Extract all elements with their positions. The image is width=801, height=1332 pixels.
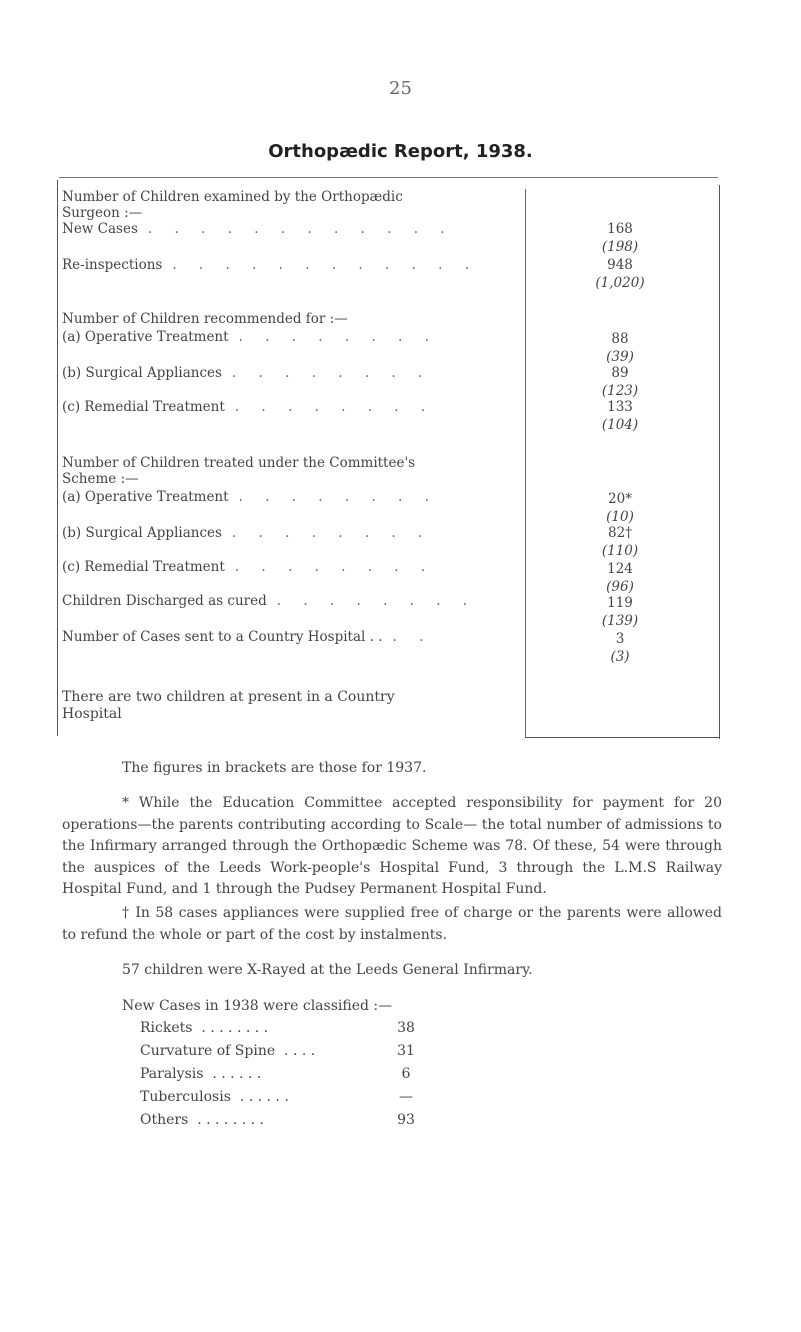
table-footnote-line: There are two children at present in a Country	[62, 689, 395, 705]
section-heading: Number of Children examined by the Orthopædic	[62, 189, 403, 205]
report-table	[57, 177, 720, 740]
classification-value: 31	[397, 1043, 415, 1059]
table-column-divider	[525, 189, 526, 738]
table-row-prev-value: (139)	[601, 613, 639, 629]
section-heading: Number of Children recommended for :—	[62, 311, 348, 327]
table-row-label: New Cases . . . . . . . . . . . .	[62, 221, 454, 237]
classification-item: Curvature of Spine . . . .	[140, 1043, 316, 1059]
table-row-label: (c) Remedial Treatment . . . . . . . .	[62, 399, 435, 415]
classification-value: 93	[397, 1112, 415, 1128]
classification-item: Rickets . . . . . . . .	[140, 1020, 269, 1036]
table-footnote-line: Hospital	[62, 706, 122, 722]
table-row-value: 124	[607, 561, 633, 577]
table-row-prev-value: (10)	[606, 509, 634, 525]
table-row-value: 168	[607, 221, 633, 237]
table-row-prev-value: (39)	[606, 349, 634, 365]
table-border-bottom	[525, 737, 719, 738]
table-row-prev-value: (1,020)	[595, 275, 645, 291]
classification-item: Others . . . . . . . .	[140, 1112, 264, 1128]
classification-item: Paralysis . . . . . .	[140, 1066, 262, 1082]
table-row-value: 20*	[608, 491, 632, 507]
table-row-prev-value: (96)	[606, 579, 634, 595]
classification-item: Tuberculosis . . . . . .	[140, 1089, 289, 1105]
section-heading: Surgeon :—	[62, 205, 143, 221]
table-row-value: 89	[611, 365, 629, 381]
page-number: 25	[389, 78, 412, 99]
table-row-prev-value: (198)	[601, 239, 639, 255]
table-row-label: (a) Operative Treatment . . . . . . . .	[62, 489, 438, 505]
table-row-prev-value: (123)	[601, 383, 639, 399]
table-row-value: 948	[607, 257, 633, 273]
classification-value: —	[399, 1089, 413, 1105]
table-row-label: (b) Surgical Appliances . . . . . . . .	[62, 365, 432, 381]
table-row-label: Re-inspections . . . . . . . . . . . .	[62, 257, 479, 273]
classification-heading: New Cases in 1938 were classified :—	[122, 998, 393, 1014]
table-row-value: 119	[607, 595, 633, 611]
brackets-note: The figures in brackets are those for 1937.	[122, 760, 427, 776]
table-row-label: (a) Operative Treatment . . . . . . . .	[62, 329, 438, 345]
classification-value: 38	[397, 1020, 415, 1036]
table-row-value: 3	[615, 631, 625, 647]
section-heading: Scheme :—	[62, 471, 139, 487]
page-title: Orthopædic Report, 1938.	[268, 141, 533, 162]
table-row-value: 133	[607, 399, 633, 415]
table-border-top	[59, 177, 718, 178]
table-row-label: (b) Surgical Appliances . . . . . . . .	[62, 525, 432, 541]
table-row-value: 82†	[608, 525, 632, 541]
table-row-prev-value: (110)	[601, 543, 639, 559]
table-row-label: (c) Remedial Treatment . . . . . . . .	[62, 559, 435, 575]
table-border-left	[57, 180, 58, 736]
classification-value: 6	[401, 1066, 411, 1082]
xray-note: 57 children were X-Rayed at the Leeds General Infirmary.	[122, 962, 533, 978]
table-row-prev-value: (3)	[610, 649, 630, 665]
asterisk-footnote: * While the Education Committee accepted responsibility for payment for 20 operations—the parents contributing according to Scale— the total number of admissions to the Infirmary arranged through the Orthopædic Scheme was 78. Of these, 54 were through the auspices of the Leeds Work-people's Hospital Fund, 3 through the L.M.S Railway Hospital Fund, and 1 through the Pudsey Permanent Hospital Fund.	[62, 795, 722, 897]
table-border-right	[719, 185, 720, 739]
table-row-prev-value: (104)	[601, 417, 639, 433]
table-row-label: Children Discharged as cured . . . . . . . .	[62, 593, 477, 609]
section-heading: Number of Children treated under the Committee's	[62, 455, 416, 471]
table-row-label: Number of Cases sent to a Country Hospital . . . .	[62, 629, 433, 645]
dagger-footnote: † In 58 cases appliances were supplied free of charge or the parents were allowed to refund the whole or part of the cost by instalments.	[62, 905, 722, 943]
table-row-value: 88	[611, 331, 629, 347]
